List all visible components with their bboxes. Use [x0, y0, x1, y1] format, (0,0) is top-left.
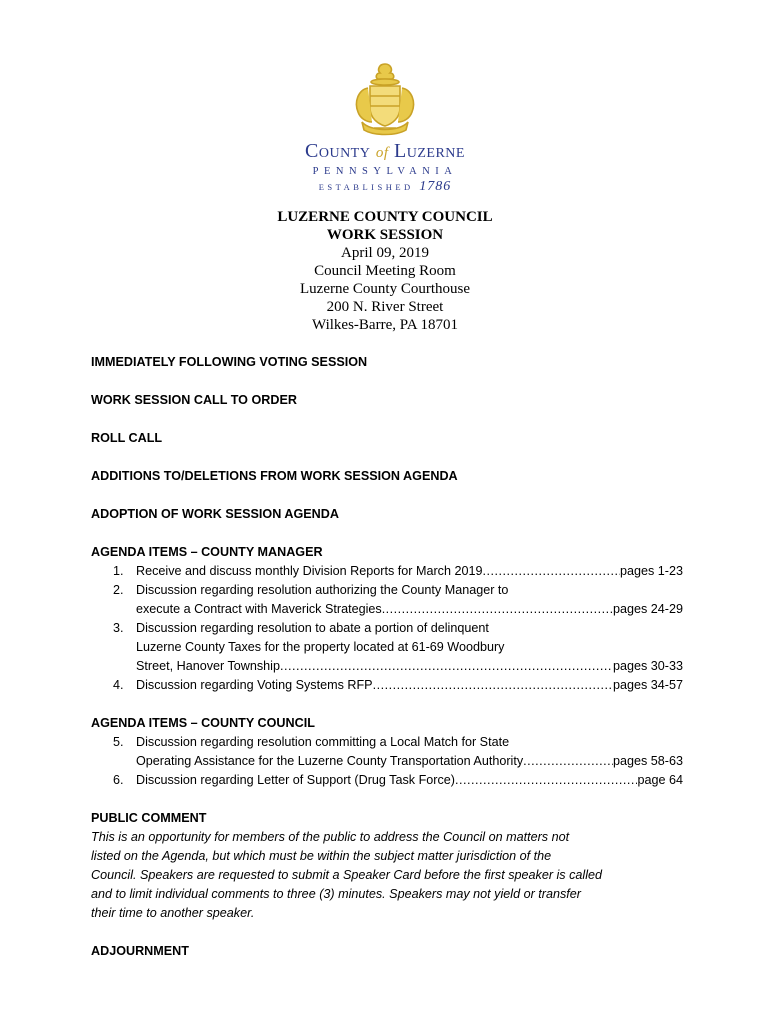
- manager-items-list: [91, 562, 683, 695]
- session-title: WORK SESSION: [326, 227, 444, 243]
- county-logo: [0, 60, 770, 195]
- dot-leader: [523, 752, 613, 771]
- county-seal-icon: [350, 60, 420, 138]
- dot-leader: [382, 600, 613, 619]
- agenda-item: [91, 581, 683, 619]
- org-title: LUZERNE COUNTY COUNCIL: [277, 209, 493, 225]
- public-comment-line: listed on the Agenda, but which must be within the subject matter jurisdiction of the: [91, 849, 552, 863]
- agenda-item-text: Discussion regarding Letter of Support (Drug Task Force): [136, 773, 455, 787]
- agenda-item: [91, 733, 683, 771]
- logo-word-luzerne: Luzerne: [394, 140, 465, 162]
- meeting-date: April 09, 2019: [341, 245, 429, 261]
- agenda-item: [91, 771, 683, 790]
- agenda-item-text: Street, Hanover Township: [136, 659, 280, 673]
- logo-word-county: County: [305, 140, 371, 162]
- section-adoption: ADOPTION OF WORK SESSION AGENDA: [91, 507, 339, 521]
- agenda-item-leader-line: [136, 657, 683, 676]
- agenda-item-pages: pages 58-63: [612, 754, 683, 768]
- public-comment-line: their time to another speaker.: [91, 906, 255, 920]
- dot-leader: [482, 562, 619, 581]
- logo-year: 1786: [419, 179, 452, 194]
- meeting-header: [0, 208, 770, 334]
- meeting-building: Luzerne County Courthouse: [300, 281, 470, 297]
- section-roll-call: ROLL CALL: [91, 431, 163, 445]
- agenda-item-pages: pages 30-33: [612, 659, 683, 673]
- logo-state: PENNSYLVANIA: [312, 166, 458, 177]
- logo-word-of: of: [375, 145, 389, 161]
- meeting-city: Wilkes-Barre, PA 18701: [312, 317, 458, 333]
- dot-leader: [280, 657, 613, 676]
- agenda-item-pages: page 64: [637, 773, 683, 787]
- agenda-item-number: 4.: [113, 678, 124, 692]
- meeting-room: Council Meeting Room: [314, 263, 456, 279]
- section-call-to-order: WORK SESSION CALL TO ORDER: [91, 393, 297, 407]
- section-additions: ADDITIONS TO/DELETIONS FROM WORK SESSION AGENDA: [91, 469, 458, 483]
- agenda-item-leader-line: [136, 562, 683, 581]
- public-comment-line: Council. Speakers are requested to submit a Speaker Card before the first speaker is called: [91, 868, 603, 882]
- agenda-item-text: Discussion regarding resolution committing a Local Match for State: [136, 735, 510, 749]
- logo-established: [0, 179, 770, 195]
- public-comment-line: and to limit individual comments to three (3) minutes. Speakers may not yield or transfer: [91, 887, 581, 901]
- agenda-item-text: Operating Assistance for the Luzerne County Transportation Authority: [136, 754, 524, 768]
- agenda-item-text: Discussion regarding Voting Systems RFP: [136, 678, 373, 692]
- agenda-item-number: 2.: [113, 583, 124, 597]
- agenda-item: [91, 619, 683, 676]
- agenda-item-text: Luzerne County Taxes for the property located at 61-69 Woodbury: [136, 640, 505, 654]
- section-adjournment: ADJOURNMENT: [91, 944, 189, 958]
- agenda-item-leader-line: [136, 771, 683, 790]
- public-comment-text: [91, 828, 683, 923]
- dot-leader: [373, 676, 613, 695]
- agenda-item-leader-line: [136, 600, 683, 619]
- agenda-item: [91, 676, 683, 695]
- section-council-items: AGENDA ITEMS – COUNTY COUNCIL: [91, 716, 315, 730]
- agenda-item-number: 5.: [113, 735, 124, 749]
- agenda-item-pages: pages 1-23: [619, 564, 683, 578]
- agenda-item-number: 1.: [113, 564, 124, 578]
- agenda-item-number: 3.: [113, 621, 124, 635]
- agenda-item-text: Receive and discuss monthly Division Reports for March 2019: [136, 564, 483, 578]
- section-following: IMMEDIATELY FOLLOWING VOTING SESSION: [91, 355, 368, 369]
- section-manager-items: AGENDA ITEMS – COUNTY MANAGER: [91, 545, 323, 559]
- agenda-item-pages: pages 24-29: [612, 602, 683, 616]
- agenda-item: [91, 562, 683, 581]
- agenda-item-text: Discussion regarding resolution authorizing the County Manager to: [136, 583, 509, 597]
- agenda-body: [91, 353, 683, 961]
- council-items-list: [91, 733, 683, 790]
- agenda-item-text: Discussion regarding resolution to abate a portion of delinquent: [136, 621, 489, 635]
- agenda-item-text: execute a Contract with Maverick Strategies: [136, 602, 382, 616]
- logo-county-name: [0, 140, 770, 163]
- agenda-item-leader-line: [136, 752, 683, 771]
- agenda-item-leader-line: [136, 676, 683, 695]
- dot-leader: [455, 771, 638, 790]
- section-public-comment: PUBLIC COMMENT: [91, 811, 207, 825]
- agenda-item-number: 6.: [113, 773, 124, 787]
- meeting-street: 200 N. River Street: [326, 299, 444, 315]
- agenda-item-pages: pages 34-57: [612, 678, 683, 692]
- logo-established-label: ESTABLISHED: [318, 182, 414, 192]
- public-comment-line: This is an opportunity for members of the public to address the Council on matters not: [91, 830, 570, 844]
